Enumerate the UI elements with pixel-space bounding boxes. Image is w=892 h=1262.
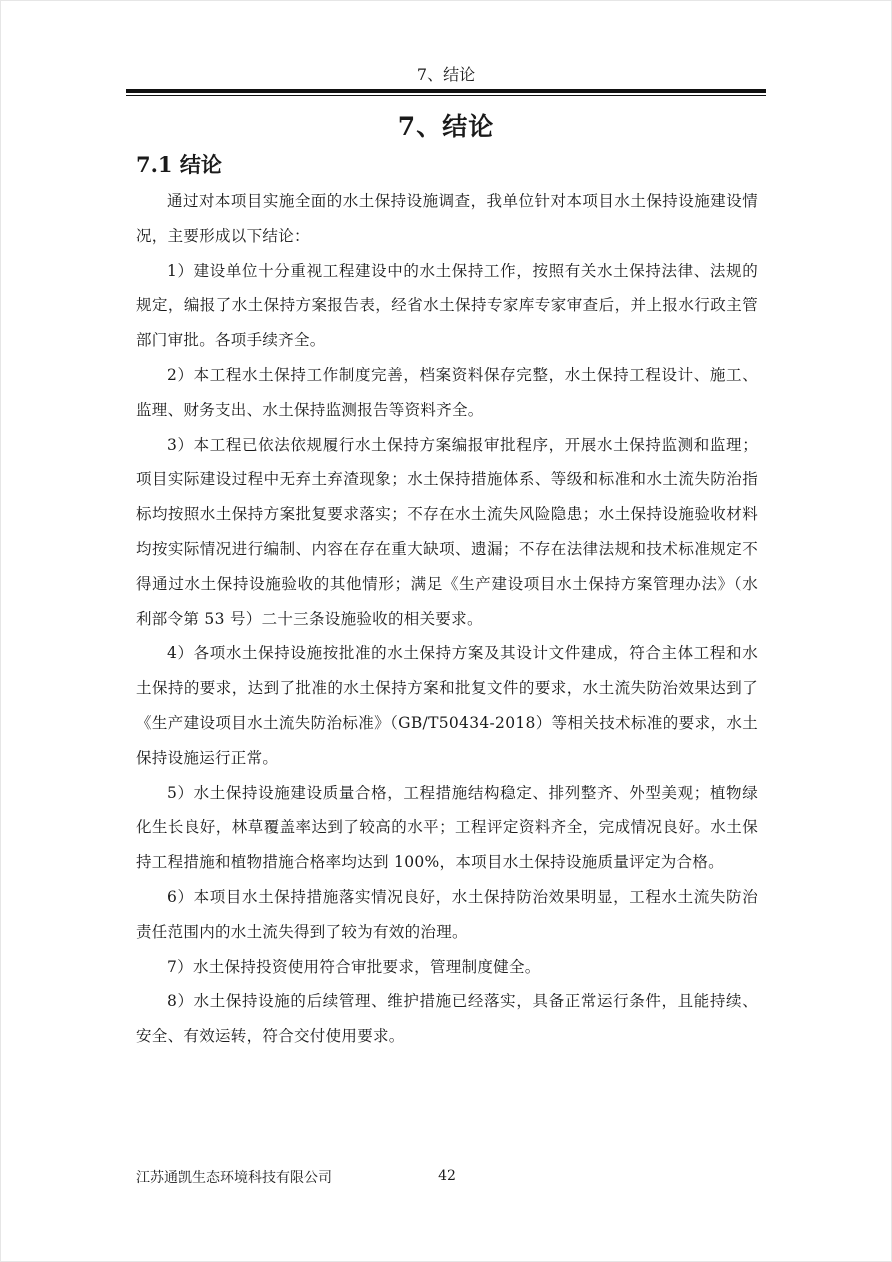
conclusion-item-1: 1）建设单位十分重视工程建设中的水土保持工作，按照有关水土保持法律、法规的规定，编报了水土保持方案报告表，经省水土保持专家库专家审查后，并上报水行政主管部门审批。各项手续齐全。 bbox=[136, 261, 758, 350]
body-text bbox=[136, 184, 758, 1054]
header-rule-thin bbox=[126, 95, 766, 96]
running-header: 7、结论 bbox=[416, 65, 476, 84]
conclusion-item-5: 5）水土保持设施建设质量合格，工程措施结构稳定、排列整齐、外型美观；植物绿化生长良好，林草覆盖率达到了较高的水平；工程评定资料齐全，完成情况良好。水土保持工程措施和植物措施合格率均达到 100%，本项目水土保持设施质量评定为合格。 bbox=[136, 783, 758, 872]
chapter-title: 7、结论 bbox=[397, 112, 495, 141]
section-title: 7.1 结论 bbox=[136, 152, 222, 177]
header-rule-thick bbox=[126, 89, 766, 93]
conclusion-item-7: 7）水土保持投资使用符合审批要求，管理制度健全。 bbox=[167, 957, 541, 976]
page-number: 42 bbox=[438, 1168, 456, 1184]
footer-company: 江苏通凯生态环境科技有限公司 bbox=[136, 1170, 332, 1186]
conclusion-item-2: 2）本工程水土保持工作制度完善，档案资料保存完整，水土保持工程设计、施工、监理、财务支出、水土保持监测报告等资料齐全。 bbox=[136, 365, 758, 419]
conclusion-item-4: 4）各项水土保持设施按批准的水土保持方案及其设计文件建成，符合主体工程和水土保持的要求，达到了批准的水土保持方案和批复文件的要求，水土流失防治效果达到了《生产建设项目水土流失防治标准》（GB/T50434-2018）等相关技术标准的要求，水土保持设施运行正常。 bbox=[136, 644, 758, 767]
conclusion-item-8: 8）水土保持设施的后续管理、维护措施已经落实，具备正常运行条件，且能持续、安全、有效运转，符合交付使用要求。 bbox=[136, 992, 758, 1046]
conclusion-item-3: 3）本工程已依法依规履行水土保持方案编报审批程序，开展水土保持监测和监理；项目实际建设过程中无弃土弃渣现象；水土保持措施体系、等级和标准和水土流失防治指标均按照水土保持方案批复要求落实；不存在水土流失风险隐患；水土保持设施验收材料均按实际情况进行编制、内容在存在重大缺项、遗漏；不存在法律法规和技术标准规定不得通过水土保持设施验收的其他情形；满足《生产建设项目水土保持方案管理办法》（水利部令第 53 号）二十三条设施验收的相关要求。 bbox=[136, 435, 758, 628]
conclusion-item-6: 6）本项目水土保持措施落实情况良好，水土保持防治效果明显，工程水土流失防治责任范围内的水土流失得到了较为有效的治理。 bbox=[136, 887, 758, 941]
intro-paragraph: 通过对本项目实施全面的水土保持设施调查，我单位针对本项目水土保持设施建设情况，主要形成以下结论： bbox=[136, 192, 758, 245]
